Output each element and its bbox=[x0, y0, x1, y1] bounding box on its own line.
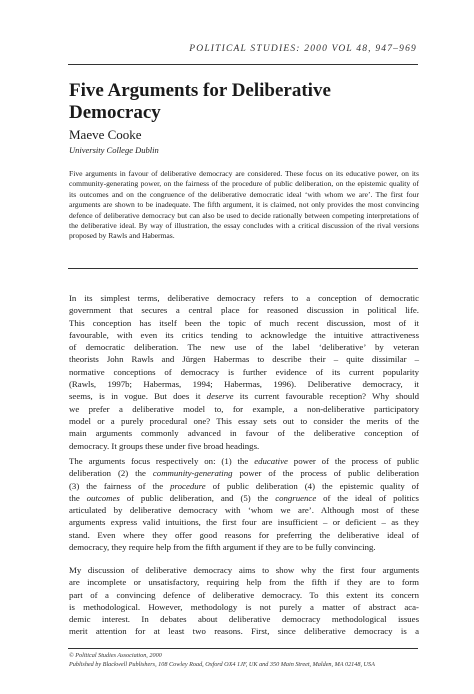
text-run: of public deliberation (4) the epistemic quality of bbox=[205, 480, 419, 491]
text-run: the bbox=[69, 492, 87, 503]
publisher-line: Published by Blackwell Publishers, 108 Cowley Road, Oxford OX4 1JF, UK and 350 Main Street, Malden, MA 02148, USA bbox=[69, 660, 375, 668]
paragraph-3 bbox=[69, 564, 419, 638]
p1-line: favourable, with even its critics tending to acknowledge the intuitive attractiveness bbox=[69, 329, 419, 340]
p3-line: merit attention for at least two reasons. First, since deliberative democracy is a bbox=[69, 626, 419, 637]
emphasis: educative bbox=[254, 456, 288, 466]
author-affiliation: University College Dublin bbox=[69, 145, 159, 155]
p1-line: model or a purely procedural one? This essay sets out to consider the merits of the bbox=[69, 415, 419, 426]
text-run: The arguments focus respectively on: (1) the bbox=[69, 456, 255, 466]
abstract: Five arguments in favour of deliberative democracy are considered. These focus on its educative power, on its community-generating power, on the fairness of the procedure of public deliberation, on the epistemic quality of its outcomes and on the congruence of the deliberative democratic ideal ‘with whom we are’. The first four arguments are shown to be inadequate. The fifth argument, it is claimed, not only provides the most convincing defence of deliberative democracy but can also be used to decide rationally between competing interpretations of the deliberative ideal. By way of illustration, the essay concludes with a critical discussion of the rival versions proposed by Rawls and Habermas. bbox=[69, 169, 419, 241]
p2-line bbox=[69, 455, 419, 467]
p1-line: (Rawls, 1997b; Habermas, 1994; Habermas, 1996). Deliberative democracy, it bbox=[69, 379, 419, 390]
p1-line bbox=[69, 390, 419, 402]
p1-line: of democratic deliberation. The new use of the label ‘deliberative’ by veteran bbox=[69, 342, 419, 353]
p2-line bbox=[69, 480, 419, 492]
text-run: deliberation (2) the bbox=[69, 468, 153, 479]
text-run: (3) the fairness of the bbox=[69, 480, 171, 491]
footer-rule bbox=[68, 648, 418, 649]
emphasis: deserve bbox=[206, 391, 234, 402]
p3-line: are incomplete or unsatisfactory, requiring help from the fifth if they are to form bbox=[69, 577, 419, 588]
paragraph-1 bbox=[69, 292, 419, 452]
p3-line: My discussion of deliberative democracy aims to show why the first four arguments bbox=[69, 565, 419, 575]
p1-line: we prefer a deliberative model to, for example, a non-deliberative participatory bbox=[69, 403, 419, 414]
emphasis: community-generating bbox=[152, 468, 233, 479]
text-run: power of the process of public bbox=[287, 456, 420, 466]
p3-line: demic interest. In debates about deliberative democracy methodological issues bbox=[69, 614, 419, 625]
emphasis: outcomes bbox=[86, 492, 120, 503]
header-rule bbox=[68, 64, 418, 65]
p3-line: part of a convincing defence of deliberative democracy. To this extent its concern bbox=[69, 589, 419, 600]
p2-line bbox=[69, 467, 419, 479]
p2-line: arguments express valid intuitions, the first four are insufficient – or deficient – as they bbox=[69, 517, 419, 528]
paragraph-2 bbox=[69, 455, 419, 553]
text-run: seems, is in vogue. But does it bbox=[69, 391, 207, 402]
p3-line: is methodological. However, methodology is not purely a matter of abstract aca- bbox=[69, 601, 419, 612]
p2-line: stand. Even where they offer good reasons for preferring the deliberative ideal of bbox=[69, 529, 419, 540]
p1-line: This conception has itself been the topic of much recent discussion, most of it bbox=[69, 317, 419, 328]
p1-line: In its simplest terms, deliberative democracy refers to a conception of democratic bbox=[69, 293, 419, 303]
running-header: POLITICAL STUDIES: 2000 VOL 48, 947–969 bbox=[189, 44, 417, 54]
p1-line: main arguments commonly advanced in favour of the deliberative conception of bbox=[69, 428, 419, 439]
publisher-footer bbox=[69, 652, 375, 669]
text-run: its current favourable reception? Why should bbox=[233, 391, 419, 402]
author-name: Maeve Cooke bbox=[69, 127, 142, 142]
p1-line: theorists John Rawls and Jürgen Habermas to describe their – quite dissimilar – bbox=[69, 354, 419, 365]
article-title: Five Arguments for Deliberative Democracy bbox=[69, 80, 331, 123]
emphasis: congruence bbox=[275, 492, 317, 503]
p2-line bbox=[69, 492, 419, 504]
p1-line: normative conceptions of democracy is further evidence of its current popularity bbox=[69, 366, 419, 377]
text-run: of the ideal of politics bbox=[316, 492, 419, 503]
p2-line: democracy, they require help from the fifth argument if they are to be fully convincing. bbox=[69, 542, 376, 553]
p1-line: democracy. It groups these under five broad headings. bbox=[69, 440, 260, 451]
text-run: power of the process of public deliberation bbox=[232, 468, 419, 479]
p1-line: government that secures a central place for reasoned discussion in political life. bbox=[69, 305, 419, 316]
p2-line: articulated by deliberative democracy with ‘whom we are’. Although most of these bbox=[69, 505, 419, 516]
text-run: of public deliberation, and (5) the bbox=[119, 492, 276, 503]
emphasis: procedure bbox=[170, 480, 206, 491]
copyright-line: © Political Studies Association, 2000 bbox=[69, 652, 162, 659]
abstract-rule bbox=[68, 268, 418, 269]
